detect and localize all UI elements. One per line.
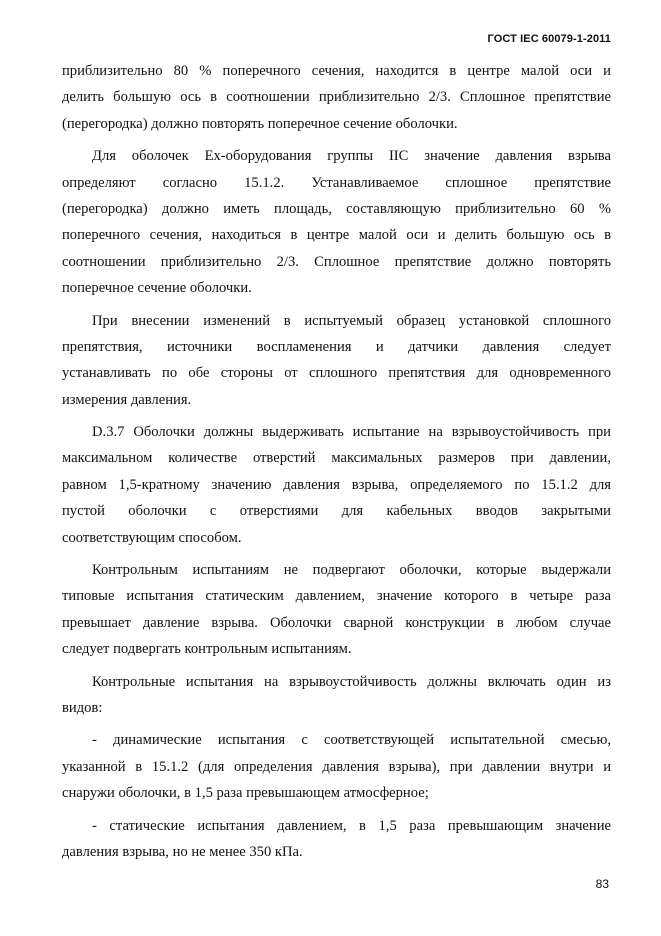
text-line: - статические испытания давлением, в 1,5 раза превышающим значение	[92, 817, 611, 834]
text-line: следует подвергать контрольным испытаниям.	[62, 641, 352, 658]
text-line: препятствия, источники воспламенения и датчики давления следует	[62, 338, 611, 355]
text-line: типовые испытания статическим давлением, значение которого в четыре раза	[62, 588, 611, 605]
text-line: делить большую ось в соотношении приблизительно 2/3. Сплошное препятствие	[62, 89, 611, 106]
text-line: - динамические испытания с соответствующей испытательной смесью,	[92, 732, 611, 749]
text-line: Контрольным испытаниям не подвергают оболочки, которые выдержали	[92, 562, 611, 579]
text-line: D.3.7 Оболочки должны выдерживать испытание на взрывоустойчивость при	[92, 424, 611, 441]
text-line: определяют согласно 15.1.2. Устанавливаемое сплошное препятствие	[62, 174, 611, 191]
document-body	[62, 58, 611, 865]
text-line: максимальном количестве отверстий максимальных размеров при давлении,	[62, 450, 611, 467]
text-line: поперечное сечение оболочки.	[62, 280, 252, 297]
page-number: 83	[595, 877, 609, 891]
paragraph	[62, 557, 611, 663]
text-line: При внесении изменений в испытуемый образец установкой сплошного	[92, 312, 611, 329]
text-line: превышает давление взрыва. Оболочки сварной конструкции в любом случае	[62, 614, 611, 631]
list-item	[62, 813, 611, 866]
text-line: измерения давления.	[62, 391, 192, 408]
paragraph	[62, 419, 611, 551]
text-line: приблизительно 80 % поперечного сечения, находится в центре малой оси и	[62, 63, 611, 79]
text-line: Для оболочек Ex-оборудования группы IIC значение давления взрыва	[92, 148, 611, 165]
text-line: равном 1,5-кратному значению давления взрыва, определяемого по 15.1.2 для	[62, 476, 611, 493]
paragraph	[62, 669, 611, 722]
text-line: снаружи оболочки, в 1,5 раза превышающем атмосферное;	[62, 785, 429, 802]
document-standard-id: ГОСТ IEC 60079-1-2011	[487, 33, 611, 45]
paragraph	[62, 58, 611, 137]
text-line: соответствующим способом.	[62, 529, 242, 546]
paragraph	[62, 308, 611, 414]
paragraph	[62, 143, 611, 301]
text-line: поперечного сечения, находиться в центре малой оси и делить большую ось в	[62, 227, 611, 244]
text-line: (перегородка) должно иметь площадь, составляющую приблизительно 60 %	[62, 200, 611, 217]
text-line: (перегородка) должно повторять поперечное сечение оболочки.	[62, 115, 458, 132]
text-line: пустой оболочки с отверстиями для кабельных вводов закрытыми	[62, 503, 611, 520]
text-line: давления взрыва, но не менее 350 кПа.	[62, 843, 303, 860]
text-line: указанной в 15.1.2 (для определения давления взрыва), при давлении внутри и	[62, 758, 611, 775]
text-line: видов:	[62, 699, 103, 716]
list-item	[62, 727, 611, 806]
text-line: устанавливать по обе стороны от сплошного препятствия для одновременного	[62, 365, 611, 382]
text-line: Контрольные испытания на взрывоустойчивость должны включать один из	[92, 673, 611, 690]
text-line: соотношении приблизительно 2/3. Сплошное препятствие должно повторять	[62, 253, 611, 270]
